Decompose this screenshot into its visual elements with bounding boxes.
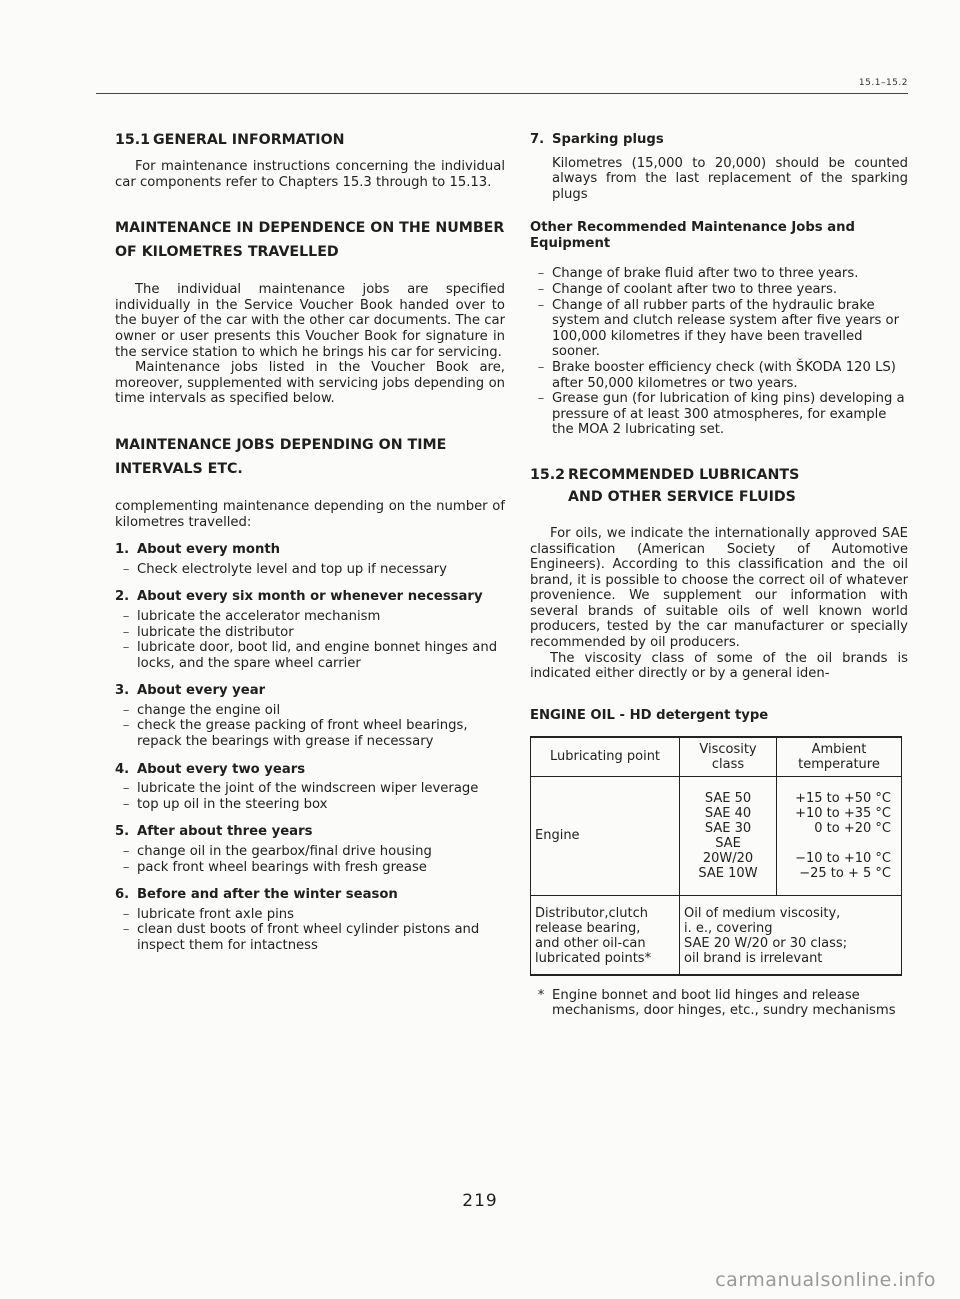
- header-viscosity-class: Viscosity class: [680, 737, 777, 777]
- header-ambient-temperature: Ambient temperature: [777, 737, 902, 777]
- other-spec-cell: Oil of medium viscosity, i. e., covering SAE 20 W/20 or 30 class; oil brand is irrelevant: [680, 895, 902, 975]
- other-job: – Change of brake fluid after two to three years.: [537, 266, 859, 282]
- table-row: [531, 776, 902, 895]
- interval-item: 3. About every year: [115, 683, 266, 699]
- interval-task: – change the engine oil: [122, 702, 281, 718]
- km-maintenance-body: The individual maintenance jobs are specified individually in the Service Voucher Book handed over to the buyer of the car with the other car documents. The car owner or user presents this Voucher Book for signature in the service station to which he brings his car for servicing.: [115, 282, 505, 360]
- engine-viscosity-cell: SAE 50 SAE 40 SAE 30 SAE 20W/20 SAE 10W: [680, 776, 777, 895]
- section-15-1-heading: 15.1 GENERAL INFORMATION: [115, 132, 345, 148]
- other-job: – Change of coolant after two to three years.: [537, 281, 838, 297]
- header-lubricating-point: Lubricating point: [531, 737, 680, 777]
- interval-task: – lubricate front axle pins: [122, 906, 294, 922]
- section-15-2-body-2: The viscosity class of some of the oil brands is indicated either directly or by a general iden-: [530, 650, 908, 682]
- other-point-cell: Distributor,clutch release bearing, and other oil-can lubricated points*: [531, 895, 680, 975]
- interval-task: – lubricate the accelerator mechanism: [122, 608, 381, 624]
- other-jobs-list: [530, 266, 908, 438]
- interval-task: – pack front wheel bearings with fresh grease: [122, 859, 427, 875]
- time-maintenance-heading: MAINTENANCE JOBS DEPENDING ON TIME INTERVALS ETC.: [115, 436, 447, 477]
- lubricants-table: [530, 736, 902, 976]
- table-header-row: [531, 737, 902, 777]
- header-rule: [96, 93, 908, 94]
- engine-oil-table-title: ENGINE OIL - HD detergent type: [530, 707, 769, 723]
- item-7-body: Kilometres (15,000 to 20,000) should be counted always from the last replacement of the sparking plugs: [552, 155, 908, 202]
- right-column: [530, 132, 908, 1019]
- interval-task: – clean dust boots of front wheel cylinder pistons and inspect them for intactness: [122, 922, 480, 953]
- interval-task: – Check electrolyte level and top up if necessary: [122, 561, 447, 577]
- table-footnote: * Engine bonnet and boot lid hinges and release mechanisms, door hinges, etc., sundry mechanisms: [537, 987, 896, 1019]
- other-job: – Grease gun (for lubrication of king pins) developing a pressure of at least 300 atmospheres, for example the MOA 2 lubricating set.: [537, 391, 905, 438]
- watermark: carmanualsonline.info: [715, 1269, 936, 1291]
- time-maintenance-body: complementing maintenance depending on the number of kilometres travelled:: [115, 498, 505, 530]
- section-15-2-body: For oils, we indicate the internationally approved SAE classification (American Society of Automotive Engineers). According to this classification and the oil brand, it is possible to choose the correct oil of whatever provenience. We supplement our information with several brands of suitable oils of well known world producers, tested by the car manufacturer or specially recommended by oil producers.: [530, 525, 908, 651]
- interval-item: 5. After about three years: [115, 824, 313, 840]
- engine-point-cell: Engine: [531, 776, 680, 895]
- other-jobs-heading: Other Recommended Maintenance Jobs and Equipment: [530, 220, 855, 252]
- interval-task: – lubricate door, boot lid, and engine bonnet hinges and locks, and the spare wheel carrier: [122, 640, 498, 671]
- interval-task: – change oil in the gearbox/final drive housing: [122, 844, 432, 860]
- interval-item: 6. Before and after the winter season: [115, 887, 398, 903]
- interval-task: – lubricate the joint of the windscreen wiper leverage: [122, 781, 479, 797]
- km-maintenance-body-2: Maintenance jobs listed in the Voucher Book are, moreover, supplemented with servicing jobs depending on time intervals as specified below.: [115, 360, 505, 407]
- item-7-heading: 7. Sparking plugs: [530, 132, 664, 147]
- interval-task: – check the grease packing of front wheel bearings, repack the bearings with grease if necessary: [122, 718, 468, 750]
- table-row: [531, 895, 902, 975]
- other-job: – Change of all rubber parts of the hydraulic brake system and clutch release system after five years or 100,000 kilometres if they have been travelled sooner.: [537, 297, 900, 360]
- page-number: 219: [462, 1191, 498, 1211]
- interval-item: 1. About every month: [115, 542, 281, 558]
- section-15-1-body: For maintenance instructions concerning the individual car components refer to Chapters 15.3 through to 15.13.: [115, 159, 505, 190]
- left-column: [115, 132, 505, 954]
- interval-item: 2. About every six month or whenever necessary: [115, 589, 483, 605]
- page-ref: 15.1–15.2: [858, 78, 908, 88]
- other-job: – Brake booster efficiency check (with ŠKODA 120 LS) after 50,000 kilometres or two years.: [537, 359, 896, 391]
- interval-item: 4. About every two years: [115, 761, 306, 777]
- section-15-2-heading: 15.2 RECOMMENDED LUBRICANTS AND OTHER SERVICE FLUIDS: [530, 466, 800, 505]
- engine-temperature-cell: +15 to +50 °C +10 to +35 °C 0 to +20 °C −10 to +10 °C −25 to + 5 °C: [777, 776, 902, 895]
- interval-list: [115, 542, 505, 953]
- interval-task: – top up oil in the steering box: [122, 796, 328, 812]
- interval-task: – lubricate the distributor: [122, 624, 294, 640]
- km-maintenance-heading: MAINTENANCE IN DEPENDENCE ON THE NUMBER OF KILOMETRES TRAVELLED: [115, 220, 505, 261]
